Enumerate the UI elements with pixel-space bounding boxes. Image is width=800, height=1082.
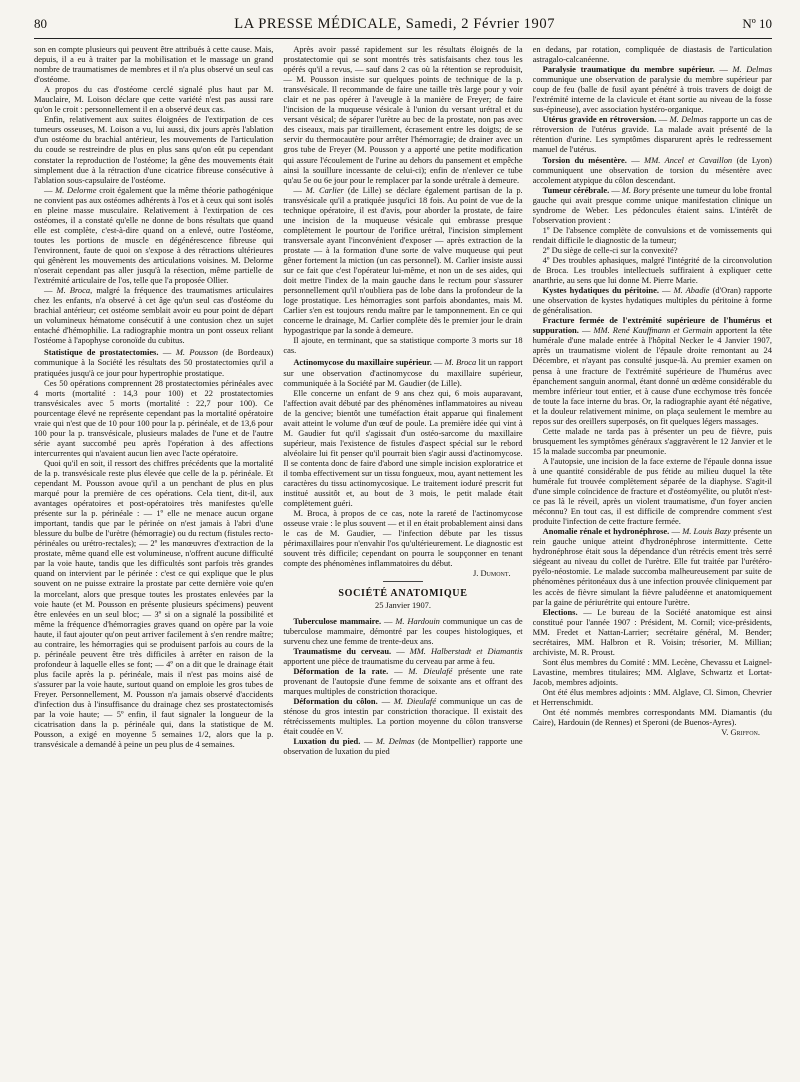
paragraph: 1º De l'absence complète de convulsions et de vomissements qui rendait difficile le diagnostic de la tumeur; — [532, 224, 772, 245]
paragraph: Utérus gravide en rétroversion. — M. Delmas rapporte un cas de rétroversion de l'utérus gravide. La malade avait présenté de la rétention d'urine. Les symptômes disparurent après le redressement manuel de l'utérus. — [532, 114, 772, 155]
paragraph-text: lit un rapport sur une observation d'actinomycose du maxillaire supérieur, communiquée à la Société par M. Gaudier (de Lille). — [283, 357, 523, 388]
paragraph: Ces 50 opérations comprennent 28 prostatectomies périnéales avec 4 morts (mortalité : 14,3 pour 100) et 22 prostatectomies transvésicales avec 5 morts (mortalité : 22,7 pour 100). Ce pourcentage élevé ne représente cependant pas la mortalité opératoire vraie qui n'est que de 10 pour 100 pour la p. périnéale, et de 13,6 pour 100 pour la p. transvésicale, plusieurs malades de l'une et de l'autre série ayant succombé peu après l'opération à des affections intercurrentes qui n'avaient aucun lien avec l'acte opératoire. — [34, 377, 274, 458]
paragraph: A l'autopsie, une incision de la face externe de l'épaule donna issue à une quantité considérable de pus fétide au milieu duquel la tête humérale fut trouvée complètement séparée de la diaphyse. S'agit-il d'une simple coïncidence de fracture et d'ostéomyélite, ou plutôt n'est-ce pas là le réveil, après un violent traumatisme, d'un foyer ancien méconnu? En tout cas, il est difficile de comprendre comment s'est produite l'infection de cette fracture fermée. — [532, 455, 772, 527]
speaker-name: M. Delmas — [732, 64, 772, 75]
paragraph: Paralysie traumatique du membre supérieur. — M. Delmas communique une observation de paralysie du membre supérieur par coup de feu (balle de fusil ayant pénétré à trois travers de doigt de l'extrémité interne de la clavicule et étant sortie au niveau de la fosse sus-épineuse), avec association hystéro-organique. — [532, 64, 772, 115]
speaker-name: M. Broca — [56, 285, 91, 296]
paragraph: Déformation du côlon. — M. Dieulafé communique un cas de sténose du gros intestin par constriction thoracique. Il existait des rétrécissements multiples. La portion moyenne du côlon transverse était coudée en V. — [283, 695, 523, 737]
section-heading: Déformation du côlon. — [293, 695, 378, 706]
paragraph: Elle concerne un enfant de 9 ans chez qui, 6 mois auparavant, l'affection avait débuté par des phénomènes inflammatoires au niveau de la gencive; bientôt une tuméfaction était apparue qui finalement avait atteint le volume d'un œuf de poule. La première idée qui vint à M. Gaudier fut qu'il s'agissait d'un ostéo-sarcome du maxillaire supérieur, mais l'existence de fistules d'aspect spécial sur le rebord alvéolaire lui fit penser qu'il pourrait bien s'agir aussi d'actinomycose. Il se contenta donc de faire d'abord une simple incision exploratrice et il tomba effectivement sur un tissu fongueux, mou, ayant nettement les caractères du tissu actinomycosique. Le traitement ioduré prescrit fut institué aussitôt et, au bout de 3 mois, le petit malade était complètement guéri. — [283, 387, 523, 509]
section-heading: Tumeur cérébrale. — [542, 184, 610, 195]
paragraph-text: (de Lyon) communiquent une observation de torsion du mésentère avec accolement atypique du côlon descendant. — [532, 154, 772, 185]
section-heading: Kystes hydatiques du péritoine. — [542, 285, 659, 296]
paragraph: Déformation de la rate. — M. Dieulafé présente une rate provenant de l'autopsie d'une femme de soixante ans et offrant des marques multiples de constriction thoracique. — [283, 665, 523, 696]
paragraph: — M. Delorme croit également que la même théorie pathogénique ne convient pas aux ostéomes adhérents à l'os et à ceux qui sont isolés en pleine masse musculaire. Relativement à l'extirpation de ces ostéomes, il a constaté qu'elle ne donne de bons résultats que quand elle est complète, c'est-à-dire quand on a enlevé, outre l'ostéome, toutes les portions de muscle en dégénérescence fibreuse qui l'environnent, faute de quoi on s'expose à des rétractions ultérieures qui gênèrent les mouvements des articulations voisines. M. Delorme n'oserait cependant pas aller jusqu'à la résection, même partielle de l'extrémité articulaire de l'os, telle que l'a proposée Ollier. — [34, 184, 274, 286]
signature: J. Dumont. — [472, 568, 511, 579]
paragraph-text: apportent une pièce de traumatisme du cerveau par arme à feu. — [283, 655, 495, 666]
paragraph: Sont élus membres du Comité : MM. Lecène, Chevassu et Laignel-Lavastine, membres titulaires; MM. Alglave, Schwartz et Lortat-Jacob, membres adjoints. — [532, 656, 772, 687]
paragraph: Cette malade ne tarda pas à présenter un peu de fièvre, puis brusquement les symptômes généraux s'aggravèrent le 12 Janvier et le 15 la malade succomba par pneumonie. — [532, 425, 772, 456]
paragraph: Luxation du pied. — M. Delmas (de Montpellier) rapporte une observation de luxation du pied — [283, 736, 523, 757]
speaker-name: M. Delmas — [669, 114, 707, 125]
paragraph: Il ajoute, en terminant, que sa statistique comporte 3 morts sur 18 cas. — [283, 335, 523, 356]
speaker-name: M. Abadie — [673, 285, 710, 296]
speaker-name: MM. René Kauffmann et Germain — [593, 325, 713, 336]
divider — [383, 581, 423, 582]
paragraph-text: communique un cas de tuberculose mammaire, démontré par les coupes histologiques, et survenu chez une femme de trente-deux ans. — [283, 615, 523, 646]
column-3 — [533, 44, 772, 1054]
paragraph: Anomalie rénale et hydronéphrose. — M. Louis Bazy présente un rein gauche unique atteint d'hydronéphrose intermittente. Cette hydronéphrose était sous la dépendance d'un rétrécis ement très serré siégeant au niveau du collet de l'urètre. Elle fut traitée par l'urétéro-pyélo-néostomie. Le malade succomba malheureusement par suite de phénomènes péritonéaux dus à une infection prouvée cliniquement par les accès de fièvre simulant la fièvre paludéenne et anatomiquement par la gaine de périurétrite qui entoure l'urètre. — [532, 526, 772, 607]
section-heading: Déformation de la rate. — [293, 665, 389, 676]
paragraph: 2º Du siège de celle-ci sur la convexité? — [542, 244, 678, 255]
session-date: 25 Janvier 1907. — [374, 599, 431, 610]
section-heading: Torsion du mésentère. — [542, 154, 627, 165]
paragraph-text: (d'Oran) rapporte une observation de kystes hydatiques multiples du péritoine à forme de généralisation. — [532, 285, 772, 316]
paragraph: — M. Carlier (de Lille) se déclare également partisan de la p. transvésicale qu'il a pratiquée jusqu'ici 18 fois. Au point de vue de la technique opératoire, il est d'avis, pour aborder la prostate, de faire une incision de la muqueuse vésicale qui embrasse presque complètement le pourtour de l'orifice urétral, l'incision simplement transversale ayant l'inconvénient d'exposer — après extraction de la prostate — à la formation d'une sorte de valve muqueuse qui peut gêner fortement la miction (un cas personnel). M. Carlier insiste aussi sur ce fait que c'est l'opérateur lui-même, et non un de ses aides, qui doit mettre l'index de la main gauche dans le rectum pour s'assurer personnellement qu'il n'oubliera pas de lobe dans la profondeur de la loge prostatique. Les hémorragies sont parfois abondantes, mais M. Carlier s'en est toujours rendu maître par le tamponnement. En ce qui concerne le drainage, M. Carlier complète dès le premier jour le drain hypogastrique par la sonde à demeure. — [283, 184, 523, 336]
page-header — [34, 16, 772, 39]
paragraph: Quoi qu'il en soit, il ressort des chiffres précédents que la mortalité de la p. transvésicale reste plus élevée que celle de la p. périnéale. Et cependant M. Pousson avoue qu'il a un penchant de plus en plus marqué pour la première de ces opérations. Cela tient, dit-il, aux avantages opératoires et post-opératoires très manifestes qu'elle présente sur la p. périnéale : — 1º elle ne menace aucun organe important, tandis que par le périnée on n'est jamais à l'abri d'une blessure du bulbe de l'urètre (hémorragie) ou du rectum (fistules recto-périnéales ou urétro-rectales); — 2º les manœuvres d'extraction de la prostate, même quand elle est volumineuse, n'offrent aucune difficulté par la voie haute, tandis que les difficultés sont parfois très grandes quand on intervient par le périnée : c'est ce qui explique que le plus souvent on ne puisse extraire la prostate par cette dernière voie qu'en la morcelant, alors que presque toutes les prostates enlevées par la voie haute (et M. Pousson en présente plusieurs spécimens) peuvent être enlevées en un seul bloc; — 3º si on a signalé la possibilité et même la fréquence d'hémorragies graves quand on opère par la voie haute, il faut ajouter qu'on peut arriver facilement à s'en rendre maître; au contraire, les hémorragies qui se produisent parfois au cours de la p. périnéale peuvent être très difficiles à arrêter en raison de la profondeur à laquelle elles se font; — 4º on a dit que le drainage était plus facile après la p. périnéale, mais il n'est pas moins aisé de s'assurer par la voie haute, surtout quand on emploie les gros tubes de Freyer. Personnellement, M. Pousson n'a jamais observé d'accidents d'infection dus à l'insuffisance du drainage chez ses prostatectomisés par la voie haute; — 5º enfin, il faut signaler la longueur de la cicatrisation dans la p. périnéale qui, dans la statistique de M. Pousson, a exigé en moyenne 5 semaines 1/2, alors que la p. transvésicale a demandé à peine un peu plus de 4 semaines. — [34, 457, 274, 750]
paragraph: Tumeur cérébrale. — M. Bory présente une tumeur du lobe frontal gauche qui avait presque comme unique manifestation clinique un syndrome de Weber. Les pédoncules étaient sains. L'intérêt de l'observation provient : — [532, 184, 772, 225]
signature: V. Griffon. — [721, 727, 760, 738]
paragraph — [533, 607, 772, 657]
paragraph-text: (de Montpellier) rapporte une observation de luxation du pied — [283, 736, 523, 757]
paragraph: Kystes hydatiques du péritoine. — M. Abadie (d'Oran) rapporte une observation de kystes hydatiques multiples du péritoine à forme de généralisation. — [532, 285, 772, 316]
speaker-name: M. Pousson — [175, 347, 219, 358]
section-heading: Luxation du pied. — [293, 736, 361, 747]
paragraph: Après avoir passé rapidement sur les résultats éloignés de la prostatectomie qui se sont montrés très satisfaisants chez tous les opérés qu'il a revus, — sauf dans 2 cas où la rétention se reproduisit, — M. Pousson insiste sur quelques points de technique de la p. transvésicale. Il recommande de faire une taille très large pour y voir clair et ne pas opérer à l'aveugle à la manière de Freyer; de faire l'incision de la muqueuse vésicale à l'union du versant urétral et du versant vésical; de séparer l'urètre au bec de la prostate, non pas avec des ciseaux, mais par tiraillement, écrasement entre les doigts; de se servir du thermocautère pour arrêter l'hémorragie; de drainer avec un gros tube de Freyer (M. Pousson y a apporté une petite modification qui assure l'écoulement de l'urine au dehors du pansement et empêche ainsi la souillure incessante de celui-ci); enfin de n'enlever ce tube qu'au 5e ou 6e jour pour le remplacer par la sonde urétrale à demeure. — [283, 44, 523, 185]
paragraph: en dedans, par rotation, compliquée de diastasis de l'articulation astragalo-calcanéenne. — [532, 44, 772, 65]
column-2 — [283, 44, 522, 1054]
section-heading: Tuberculose mammaire. — [293, 615, 382, 626]
section-heading: Paralysie traumatique du membre supérieur. — [542, 64, 715, 75]
speaker-name: M. Delmas — [376, 736, 415, 747]
paragraph-text: présente une tumeur du lobe frontal gauche qui avait presque comme unique manifestation clinique un syndrome de Weber. Les pédoncules étaient sains. L'intérêt de l'observation provient : — [532, 184, 772, 225]
paragraph: son en compte plusieurs qui peuvent être attribués à cette cause. Mais, depuis, il a eu à traiter par la mobilisation et le massage un grand nombre de traumatismes de membres et il n'a plus observé un seul cas d'ostéome. — [34, 44, 274, 85]
section-heading: Statistique de prostatectomies. — [44, 347, 159, 358]
paragraph: Ont été élus membres adjoints : MM. Alglave, Cl. Simon, Chevrier et Herrenschmidt. — [532, 687, 772, 708]
article-columns — [34, 44, 772, 1054]
column-1 — [34, 44, 273, 1054]
paragraph-text: rapporte un cas de rétroversion de l'utérus gravide. La malade avait présenté de la rétention d'urine. Les symptômes disparurent après le redressement manuel de l'utérus. — [532, 114, 772, 155]
paragraph: Tuberculose mammaire. — M. Hardouin communique un cas de tuberculose mammaire, démontré par les coupes histologiques, et survenu chez une femme de trente-deux ans. — [283, 615, 523, 646]
section-heading: Utérus gravide en rétroversion. — [542, 114, 657, 125]
paragraph-text: — Le bureau de la Société anatomique est ainsi constitué pour l'année 1907 : Président, M. Cornil; vice-présidents, MM. Fredet et Nattan-Larrier; secrétaire général, M. Bender; secrétaires, MM. Halbron et R. Voisin; trésorier, M. Millian; archiviste, M. R. Proust. — [532, 606, 772, 657]
issue-number: Nº 10 — [742, 16, 772, 31]
society-title: SOCIÉTÉ ANATOMIQUE — [338, 588, 468, 600]
speaker-name: M. Louis Bazy — [682, 526, 731, 537]
section-heading: Elections. — [542, 606, 578, 617]
paragraph-text: croit également que la même théorie pathogénique ne convient pas aux ostéomes adhérents à l'os et à ceux qui sont isolés en pleine masse musculaire. Relativement à l'extirpation de ces ostéomes, il a constaté qu'elle ne donne de bons résultats que quand elle est complète, c'est-à-dire quand on a enlevé, outre l'ostéome, toutes les portions de muscle en dégénérescence fibreuse qui l'environnent, faute de quoi on s'expose à des rétractions ultérieures qui gênèrent les mouvements des articulations voisines. M. Delorme n'oserait cependant pas aller jusqu'à la résection, même partielle de l'extrémité articulaire de l'os, telle que l'a proposée Ollier. — [34, 184, 274, 286]
page-number: 80 — [34, 16, 47, 31]
section-heading: Anomalie rénale et hydronéphrose. — [542, 526, 670, 537]
paragraph: — M. Broca, malgré la fréquence des traumatismes articulaires chez les enfants, n'a observé à cet âge qu'un seul cas d'ostéome du brachial antérieur; cet ostéome semblait avoir eu pour point de départ un volumineux hématome consécutif à une contusion chez un sujet entaché d'hémophilie. La radiographie montra un pont osseux reliant l'ostéome à l'apophyse coronoïde du cubitus. — [34, 285, 274, 346]
paragraph-text: présente une rate provenant de l'autopsie d'une femme de soixante ans et offrant des marques multiples de constriction thoracique. — [283, 665, 523, 696]
section-heading: Traumatisme du cerveau. — [293, 645, 392, 656]
speaker-name: M. Broca — [444, 357, 477, 368]
paragraph-text: , malgré la fréquence des traumatismes articulaires chez les enfants, n'a observé à cet âge qu'un seul cas d'ostéome du brachial antérieur; cet ostéome semblait avoir eu pour point de départ un volumineux hématome consécutif à une contusion chez un sujet entaché d'hémophilie. La radiographie montra un pont osseux reliant l'ostéome à l'apophyse coronoïde du cubitus. — [34, 285, 274, 346]
paragraph: Statistique de prostatectomies. — M. Pousson (de Bordeaux) communique à la Société les résultats des 50 prostatectomies qu'il a pratiquées jusqu'à ce jour pour hypertrophie prostatique. — [34, 347, 274, 378]
speaker-name: M. Hardouin — [395, 615, 440, 626]
speaker-name: M. Dieulafé — [408, 665, 453, 676]
paragraph: Torsion du mésentère. — MM. Ancel et Cavaillon (de Lyon) communiquent une observation de torsion du mésentère avec accolement atypique du côlon descendant. — [532, 154, 772, 185]
speaker-name: M. Bory — [621, 184, 650, 195]
paragraph-text: apportent la tête humérale d'une malade entrée à l'hôpital Necker le 4 Janvier 1907, après un traumatisme violent de l'épaule droite remontant au 24 Décembre, et n'ayant pas consulté jusque-là. Au premier examen on pensa à une fracture de l'extrémité supérieure de l'humérus avec épanchement sanguin anormal, étant donné un œdème considérable du membre inférieur tout entier, et à cause d'une ecchymose très foncée de toute la face interne du bras. Or, la radiographie ayant été négative, et la douleur relativement minime, on plaça seulement le membre au repos sur des oreillers superposés, on fit quelques légers massages. — [532, 325, 772, 426]
speaker-name: MM. Ancel et Cavaillon — [644, 154, 733, 165]
paragraph-text: (de Lille) se déclare également partisan de la p. transvésicale qu'il a pratiquée jusqu'ici 18 fois. Au point de vue de la technique opératoire, il est d'avis, pour aborder la prostate, de faire une incision de la muqueuse vésicale qui embrasse presque complètement le pourtour de l'orifice urétral, l'incision simplement transversale ayant l'inconvénient d'exposer — après extraction de la prostate — à la formation d'une sorte de valve muqueuse qui peut gêner fortement la miction (un cas personnel). M. Carlier insiste aussi sur ce fait que c'est l'opérateur lui-même, et non un de ses aides, qui doit mettre l'index de la main gauche dans le rectum pour s'assurer personnellement qu'il n'oubliera pas de lobe dans la profondeur de la loge prostatique. Les hémorragies sont parfois abondantes, mais M. Carlier s'en est toujours rendu maître par le tamponnement. En ce qui concerne le drainage, M. Carlier complète dès le premier jour le drain hypogastrique par la sonde à demeure. — [283, 184, 523, 336]
paragraph-text: présente un rein gauche unique atteint d'hydronéphrose intermittente. Cette hydronéphrose était sous la dépendance d'un rétrécis ement très serré siégeant au niveau du collet de l'urètre. Elle fut traitée par l'urétéro-pyélo-néostomie. Le malade succomba malheureusement par suite de phénomènes péritonéaux dus à une infection prouvée cliniquement par les accès de fièvre simulant la fièvre paludéenne et anatomiquement par la gaine de périurétrite qui entoure l'urètre. — [532, 526, 772, 607]
speaker-name: M. Delorme — [55, 184, 97, 195]
paragraph: Enfin, relativement aux suites éloignées de l'extirpation de ces tumeurs osseuses, M. Loison a vu, lui aussi, dix jours après l'ablation d'un ostéome du brachial antérieur, les mouvements de l'articulation du coude se restreindre de plus en plus sans qu'on eût pu cependant constater la reproduction de l'ostéome; la gêne des mouvements était simplement due à la rétraction d'une cicatrice fibreuse consécutive à l'ablation sous-capsulaire de l'ostéome. — [34, 114, 274, 185]
paragraph: Traumatisme du cerveau. — MM. Halberstadt et Diamantis apportent une pièce de traumatisme du cerveau par arme à feu. — [283, 645, 523, 666]
speaker-name: M. Carlier — [305, 184, 344, 195]
paragraph-text: communique un cas de sténose du gros intestin par constriction thoracique. Il existait des rétrécissements multiples. La portion moyenne du côlon transverse était coudée en V. — [283, 695, 523, 737]
speaker-name: M. Dieulafé — [393, 695, 436, 706]
paragraph: 4º Des troubles aphasiques, malgré l'intégrité de la circonvolution de Broca. Les troubles intellectuels suffiraient à expliquer cette anarthrie, au sens que lui donne M. Pierre Marie. — [532, 254, 772, 286]
paragraph: Fracture fermée de l'extrémité supérieure de l'humérus et suppuration. — MM. René Kauffmann et Germain apportent la tête humérale d'une malade entrée à l'hôpital Necker le 4 Janvier 1907, après un traumatisme violent de l'épaule droite remontant au 24 Décembre, et n'ayant pas consulté jusque-là. Au premier examen on pensa à une fracture de l'extrémité supérieure de l'humérus avec épanchement sanguin anormal, étant donné un œdème considérable du membre inférieur tout entier, et à cause d'une ecchymose très foncée de toute la face interne du bras. Or, la radiographie ayant été négative, et la douleur relativement minime, on plaça seulement le membre au repos sur des oreillers superposés, on fit quelques légers massages. — [532, 315, 772, 426]
speaker-name: MM. Halberstadt et Diamantis — [409, 645, 523, 656]
paragraph: M. Broca, à propos de ce cas, note la rareté de l'actinomycose osseuse vraie : le plus souvent — et il en était probablement ainsi dans le cas de M. Gaudier, — l'infection débute par les tissus périmaxillaires pour n'envahir l'os qu'ultérieurement. Le diagnostic est souvent très difficile; cependant on pourra le soupçonner en tenant compte des phénomènes inflammatoires du début. — [283, 508, 523, 569]
journal-title: LA PRESSE MÉDICALE, Samedi, 2 Février 1907 — [234, 16, 556, 32]
section-heading: Fracture fermée de l'extrémité supérieure de l'humérus et suppuration. — [532, 315, 772, 336]
paragraph: Ont été nommés membres correspondants MM. Diamantis (du Caire), Hardouin (de Rennes) et Speroni (de Buenos-Ayres). — [532, 707, 772, 728]
paragraph: Actinomycose du maxillaire supérieur. — M. Broca lit un rapport sur une observation d'actinomycose du maxillaire supérieur, communiquée à la Société par M. Gaudier (de Lille). — [283, 357, 523, 388]
paragraph: A propos du cas d'ostéome cerclé signalé plus haut par M. Mauclaire, M. Loison déclare que cette variété n'est pas aussi rare qu'on le croit : personnellement il en a observé deux cas. — [34, 84, 274, 115]
paragraph-text: communique une observation de paralysie du membre supérieur par coup de feu (balle de fusil ayant pénétré à trois travers de doigt de l'extrémité interne de la clavicule et étant sortie au niveau de la fosse sus-épineuse), avec association hystéro-organique. — [532, 74, 772, 115]
section-heading: Actinomycose du maxillaire supérieur. — [293, 357, 432, 368]
paragraph-text: (de Bordeaux) communique à la Société les résultats des 50 prostatectomies qu'il a pratiquées jusqu'à ce jour pour hypertrophie prostatique. — [34, 347, 274, 378]
